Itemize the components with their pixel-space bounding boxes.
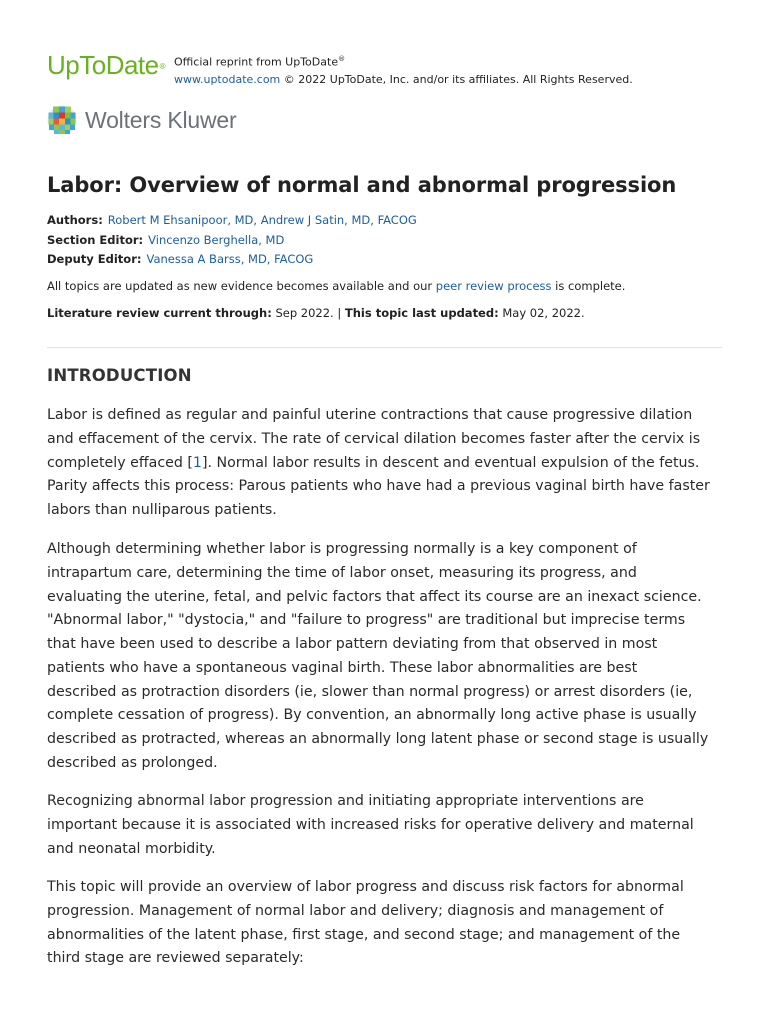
uptodate-logo-text: UpToDate [47,50,159,80]
paragraph-line: described as prolonged. [47,754,218,771]
paragraph-line: and effacement of the cervix. The rate of cervical dilation becomes faster after the cervix is [47,430,701,447]
lit-review-value: Sep 2022. | [271,306,345,320]
copyright-line [174,71,633,88]
paragraph-line: evaluating the uterine, fetal, and pelvic factors that affect its course are an inexact science. [47,588,702,605]
authors-label: Authors: [47,213,103,227]
paragraph-line: important because it is associated with increased risks for operative delivery and maternal [47,816,694,833]
deputy-editor-link[interactable]: Vanessa A Barss, MD, FACOG [146,252,314,266]
authors-link[interactable]: Robert M Ehsanipoor, MD, Andrew J Satin, MD, FACOG [107,213,417,227]
notice-text-end: is complete. [551,279,626,293]
lit-review-label: Literature review current through: [47,306,272,320]
paragraph-line-end: ]. Normal labor results in descent and eventual expulsion of the fetus. [201,454,700,471]
paragraph-line: Parity affects this process: Parous patients who have had a previous vaginal birth have faster [47,478,710,495]
reprint-mark: ® [338,55,346,63]
paragraph-line: described as protracted, whereas an abnormally long latent phase or second stage is usually [47,731,709,747]
paragraph-line: Labor is defined as regular and painful uterine contractions that cause progressive dilation [47,407,693,423]
wolters-kluwer-mosaic-icon [47,105,77,135]
deputy-editor-label: Deputy Editor: [47,252,142,266]
last-updated-label: This topic last updated: [344,306,499,320]
authors-row [47,211,737,231]
paragraph-line-start: completely effaced [ [47,454,193,471]
reprint-line [174,51,633,71]
reprint-info [174,51,633,88]
paragraph-line [47,452,727,476]
update-notice [47,277,625,296]
paragraph-line: This topic will provide an overview of labor progress and discuss risk factors for abnormal [47,879,684,895]
article-credits [47,211,737,270]
peer-review-link[interactable]: peer review process [435,279,552,293]
section-editor-row [47,231,737,251]
reference-link-1[interactable]: 1 [192,454,202,471]
paragraph-line: intrapartum care, determining the time of labor onset, measuring its progress, and [47,564,637,581]
paragraph-line: abnormalities of the latent phase, first stage, and second stage; and management of the [47,926,681,943]
uptodate-logo[interactable] [47,50,165,80]
article-title: Labor: Overview of normal and abnormal progression [47,173,677,197]
reprint-header [47,48,727,84]
introduction-heading: INTRODUCTION [47,366,192,385]
intro-paragraph-1 [47,404,727,523]
uptodate-site-link[interactable]: www.uptodate.com [174,72,281,86]
paragraph-line: that have been used to describe a labor pattern deviating from that observed in most [47,636,658,652]
wolters-kluwer-logo[interactable] [47,104,267,136]
deputy-editor-row [47,250,737,270]
section-editor-label: Section Editor: [47,232,144,247]
paragraph-line: complete cessation of progress). By convention, an abnormally long active phase is usually [47,707,697,724]
section-editor-link[interactable]: Vincenzo Berghella, MD [148,232,285,247]
notice-text-start: All topics are updated as new evidence becomes available and our [47,279,436,293]
paragraph-line: Although determining whether labor is progressing normally is a key component of [47,541,637,557]
section-divider [47,347,722,348]
paragraph-line: "Abnormal labor," "dystocia," and "failure to progress" are traditional but imprecise terms [47,612,686,629]
uptodate-logo-mark: ® [159,62,166,71]
wolters-kluwer-wordmark: Wolters Kluwer [85,107,237,133]
reprint-text: Official reprint from UpToDate [174,55,339,69]
intro-paragraph-3 [47,790,727,861]
review-dates [47,304,585,323]
intro-paragraph-4 [47,876,727,971]
last-updated-value: May 02, 2022. [498,306,585,320]
paragraph-line: third stage are reviewed separately: [47,950,304,967]
paragraph-line: labors than nulliparous patients. [47,502,277,518]
copyright-text: © 2022 UpToDate, Inc. and/or its affiliates. All Rights Reserved. [280,72,633,86]
paragraph-line: described as protraction disorders (ie, slower than normal progress) or arrest disorders (ie, [47,683,693,700]
paragraph-line: Recognizing abnormal labor progression and initiating appropriate interventions are [47,793,644,809]
intro-paragraph-2 [47,538,727,776]
paragraph-line: and neonatal morbidity. [47,840,216,857]
paragraph-line: progression. Management of normal labor and delivery; diagnosis and management of [47,902,664,919]
paragraph-line: patients who have a spontaneous vaginal birth. These labor abnormalities are best [47,659,638,676]
